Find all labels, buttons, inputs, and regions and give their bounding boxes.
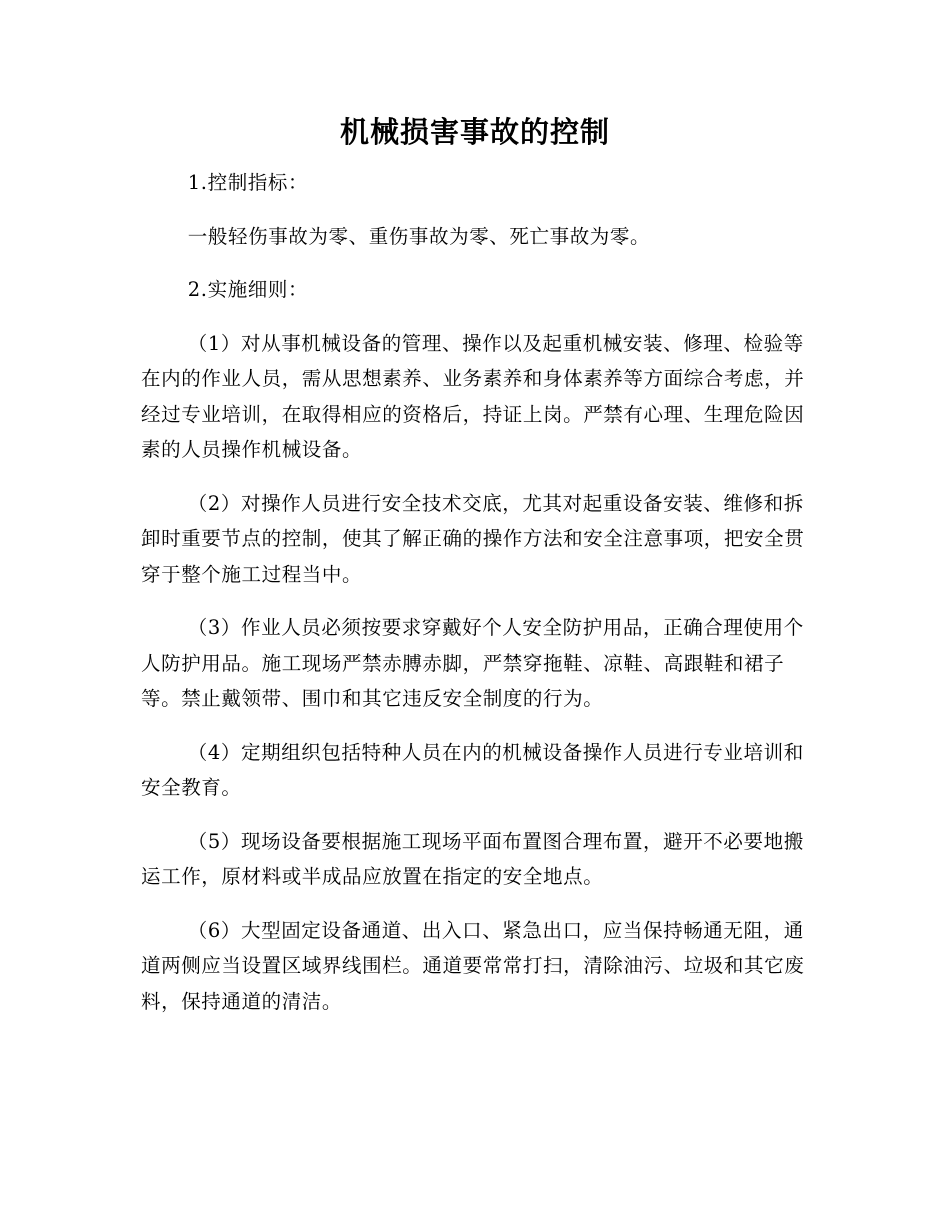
page-title: 机械损害事故的控制 (339, 115, 610, 149)
document-body (141, 165, 807, 1037)
paragraph-control-indicator-heading: 1.控制指标： (187, 171, 309, 194)
paragraph-rule-5: （5）现场设备要根据施工现场平面布置图合理布置，避开不必要地搬运工作，原材料或半成品应放置在指定的安全地点。 (141, 829, 804, 888)
paragraph-rule-4: （4）定期组织包括特种人员在内的机械设备操作人员进行专业培训和安全教育。 (141, 740, 804, 799)
paragraph-rule-6: （6）大型固定设备通道、出入口、紧急出口，应当保持畅通无阻，通道两侧应当设置区域界线围栏。通道要常常打扫，清除油污、垃圾和其它废料，保持通道的清洁。 (141, 918, 805, 1013)
paragraph-control-indicator-text: 一般轻伤事故为零、重伤事故为零、死亡事故为零。 (187, 224, 651, 248)
paragraph-rule-2: （2）对操作人员进行安全技术交底，尤其对起重设备安装、维修和拆卸时重要节点的控制，使其了解正确的操作方法和安全注意事项，把安全贯穿于整个施工过程当中。 (141, 491, 805, 586)
paragraph-implementation-heading: 2.实施细则： (187, 278, 309, 301)
paragraph-rule-1: （1）对从事机械设备的管理、操作以及起重机械安装、修理、检验等在内的作业人员，需从思想素养、业务素养和身体素养等方面综合考虑，并经过专业培训，在取得相应的资格后，持证上岗。严禁有心理、生理危险因素的人员操作机械设备。 (141, 331, 805, 461)
paragraph-rule-3: （3）作业人员必须按要求穿戴好个人安全防护用品，正确合理使用个人防护用品。施工现场严禁赤膊赤脚，严禁穿拖鞋、凉鞋、高跟鞋和裙子等。禁止戴领带、围巾和其它违反安全制度的行为。 (141, 616, 804, 710)
